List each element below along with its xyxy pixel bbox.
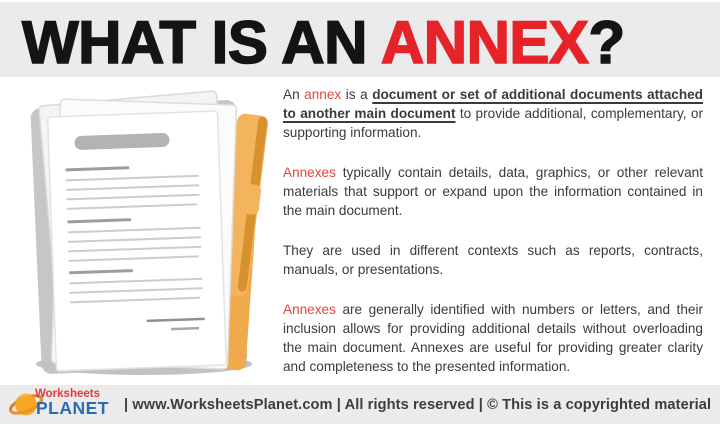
documents-folder-illustration (22, 88, 272, 386)
page-title (22, 7, 625, 76)
logo-planet-text: PLANET (36, 398, 109, 418)
p1-keyword-annex: annex (304, 87, 342, 102)
worksheetsplanet-logo (8, 386, 120, 423)
logo-worksheets-text: Worksheets (35, 388, 100, 400)
paragraph-contents (283, 163, 703, 220)
p1-text-2: is a (341, 87, 373, 102)
p2-keyword-annexes: Annexes (283, 165, 336, 180)
paragraph-contexts (283, 241, 703, 279)
p1-text: An (283, 87, 305, 102)
title-black-part-1: WHAT IS AN (22, 8, 381, 76)
definition-text-column (283, 85, 703, 376)
p1-text-3: to provide additional, complementary, or supporting information. (283, 106, 703, 140)
title-black-part-2: ? (588, 8, 625, 76)
p3-text: They are used in different contexts such as reports, contracts, manuals, or presentations. (283, 243, 703, 277)
p1-underlined-phrase: document or set of additional documents attached to another main document (283, 87, 703, 121)
footer-copyright-text: | www.WorksheetsPlanet.com | All rights reserved | © This is a copyrighted material (124, 396, 712, 413)
title-bar (0, 2, 720, 77)
paragraph-identification (283, 300, 703, 376)
title-red-part: ANNEX (380, 8, 589, 76)
front-paper (48, 111, 227, 371)
p4-text: are generally identified with numbers or letters, and their inclusion allows for providing additional details without overloading the main document. Annexes are useful for providing greater clarity and completeness to the presented information. (283, 302, 703, 374)
p4-keyword-annexes: Annexes (283, 302, 336, 317)
paragraph-definition (283, 85, 703, 142)
footer-bar (0, 385, 720, 424)
p2-text: typically contain details, data, graphics, or other relevant materials that support or expand upon the information contained in the main document. (283, 165, 703, 218)
